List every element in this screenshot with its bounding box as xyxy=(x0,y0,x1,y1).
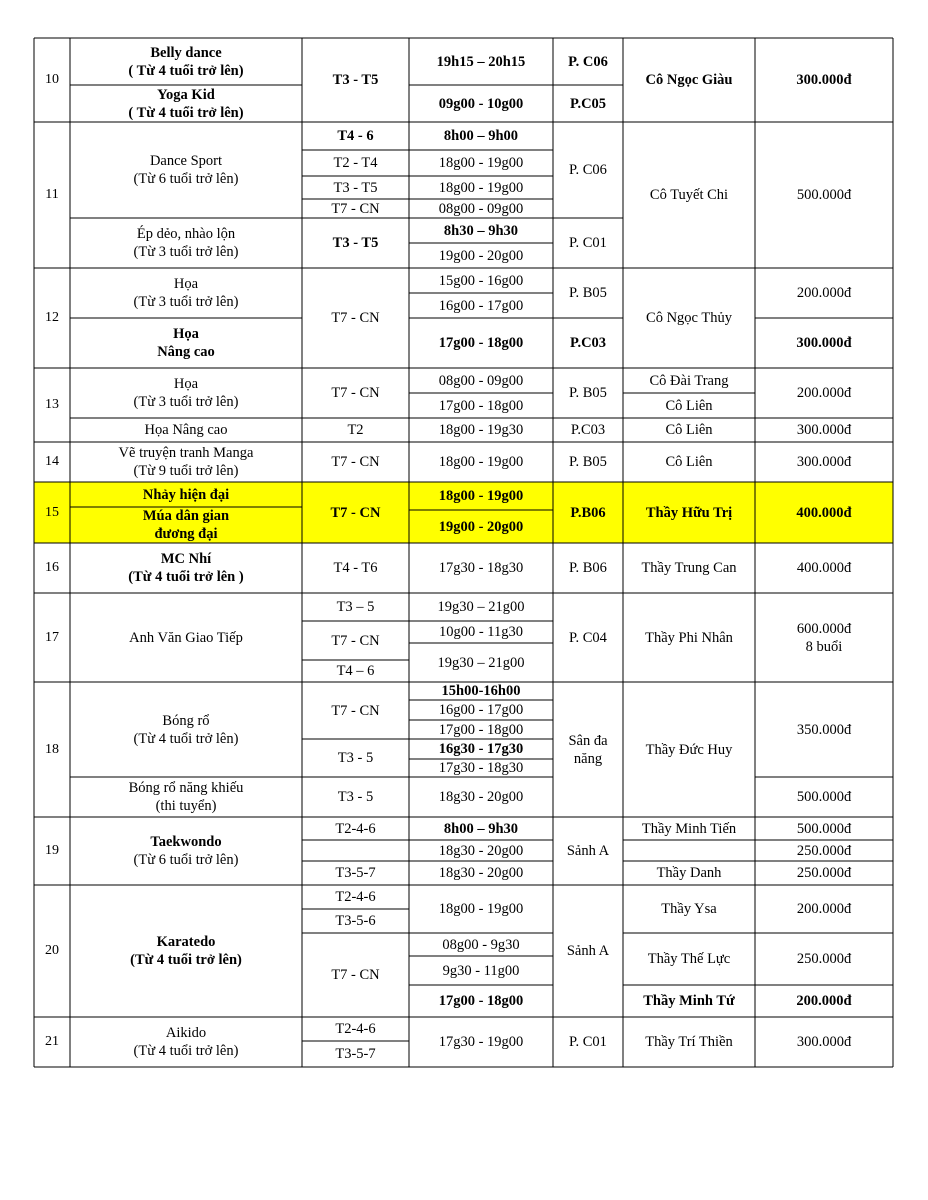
time-cell-line: 18g00 - 19g00 xyxy=(438,901,524,917)
class-name-line: (Từ 6 tuổi trở lên) xyxy=(133,852,239,868)
class-name-line: Aikido xyxy=(165,1025,207,1041)
teacher-cell-line: Thầy Đức Huy xyxy=(645,741,733,758)
class-name-line: Anh Văn Giao Tiếp xyxy=(129,629,243,646)
room-cell-line: P.C03 xyxy=(569,335,607,351)
teacher-cell-line: Cô Tuyết Chi xyxy=(649,187,729,203)
fee-cell-line: 200.000đ xyxy=(796,385,852,401)
time-cell-line: 19g30 – 21g00 xyxy=(437,654,525,671)
room-cell-line: P. C01 xyxy=(569,235,607,251)
days-cell-line: T2-4-6 xyxy=(335,820,376,837)
fee-cell-line: 600.000đ xyxy=(796,620,852,637)
teacher-cell-line: Thầy Ysa xyxy=(661,901,717,917)
teacher-cell-line: Thầy Minh Tiến xyxy=(641,820,737,837)
time-cell-line: 18g00 - 19g00 xyxy=(438,179,524,196)
time-cell-line: 15g00 - 16g00 xyxy=(438,272,524,289)
time-cell-line: 09g00 - 10g00 xyxy=(438,95,524,112)
days-cell-line: T7 - CN xyxy=(331,967,380,983)
teacher-cell-line: Cô Liên xyxy=(665,422,713,438)
time-cell-line: 17g30 - 19g00 xyxy=(438,1034,524,1050)
row-number-line: 20 xyxy=(45,943,59,958)
time-cell-line: 10g00 - 11g30 xyxy=(438,624,524,640)
time-cell-line: 08g00 - 09g00 xyxy=(438,372,524,389)
class-name-line: Karatedo xyxy=(156,934,216,950)
days-cell-line: T3 - T5 xyxy=(333,179,378,196)
fee-cell-line: 500.000đ xyxy=(796,820,852,837)
fee-cell-line: 500.000đ xyxy=(796,187,852,203)
room-cell-line: Sảnh A xyxy=(566,943,610,959)
days-cell-line: T4 – 6 xyxy=(336,663,375,679)
time-cell-line: 17g00 - 18g00 xyxy=(438,993,524,1009)
days-cell-line: T7 - CN xyxy=(331,310,380,326)
row-number-line: 16 xyxy=(45,560,59,575)
days-cell-line: T7 - CN xyxy=(331,702,380,719)
class-name-line: Bóng rổ xyxy=(162,712,210,729)
room-cell-line: năng xyxy=(573,750,603,767)
days-cell-line: T3 - 5 xyxy=(337,789,374,805)
class-name-line: Belly dance xyxy=(150,44,222,61)
days-cell-line: T7 - CN xyxy=(331,454,380,470)
time-cell-line: 16g30 - 17g30 xyxy=(438,741,524,757)
time-cell-line: 18g00 - 19g30 xyxy=(438,422,524,438)
fee-cell-line: 350.000đ xyxy=(796,721,852,738)
time-cell-line: 15h00-16h00 xyxy=(441,683,521,699)
fee-cell-line: 200.000đ xyxy=(796,993,852,1009)
class-name-line: Họa xyxy=(173,326,199,342)
row-number-line: 12 xyxy=(45,310,59,325)
class-name-line: Múa dân gian xyxy=(142,508,230,524)
time-cell-line: 18g00 - 19g00 xyxy=(438,454,524,470)
days-cell-line: T3 - T5 xyxy=(332,235,379,251)
class-name-line: Ép dẻo, nhào lộn xyxy=(136,226,236,242)
fee-cell-line: 200.000đ xyxy=(796,901,852,917)
row-number-line: 14 xyxy=(45,454,59,469)
room-cell-line: P. C06 xyxy=(569,162,607,178)
room-cell-line: P. C01 xyxy=(569,1034,607,1050)
class-name-line: Taekwondo xyxy=(150,834,222,850)
days-cell-line: T3 - 5 xyxy=(337,750,374,766)
time-cell-line: 17g30 - 18g30 xyxy=(438,760,524,776)
time-cell-line: 8h00 – 9h00 xyxy=(443,128,519,144)
row-number-line: 21 xyxy=(45,1034,59,1049)
time-cell-line: 18g00 - 19g00 xyxy=(438,488,524,504)
room-cell-line: P. C06 xyxy=(568,53,608,70)
row-number-line: 18 xyxy=(45,741,59,757)
fee-cell-line: 400.000đ xyxy=(796,504,852,521)
fee-cell-line: 500.000đ xyxy=(796,789,852,805)
class-name-line: Họa Nâng cao xyxy=(144,422,228,438)
room-cell-line: P.C05 xyxy=(569,95,607,112)
room-cell-line: P. B05 xyxy=(569,454,607,470)
days-cell-line: T2-4-6 xyxy=(335,1021,376,1037)
class-name-line: Họa xyxy=(173,276,199,292)
fee-cell-line: 300.000đ xyxy=(796,72,852,88)
time-cell-line: 08g00 - 9g30 xyxy=(442,936,520,953)
teacher-cell-line: Cô Đài Trang xyxy=(649,372,729,389)
class-name-line: Nâng cao xyxy=(157,344,215,360)
class-name-line: đương đại xyxy=(154,526,218,542)
room-cell-line: Sảnh A xyxy=(566,843,610,859)
class-name-line: (Từ 3 tuổi trở lên) xyxy=(133,294,239,310)
time-cell-line: 08g00 - 09g00 xyxy=(438,200,524,217)
time-cell-line: 16g00 - 17g00 xyxy=(438,297,524,314)
teacher-cell-line: Thầy Minh Tứ xyxy=(643,993,735,1009)
time-cell-line: 8h30 – 9h30 xyxy=(443,222,519,239)
teacher-cell-line: Thầy Thế Lực xyxy=(647,951,731,967)
fee-cell-line: 300.000đ xyxy=(796,335,852,351)
days-cell-line: T7 - CN xyxy=(330,504,381,521)
days-cell-line: T3 – 5 xyxy=(336,599,375,615)
time-cell-line: 8h00 – 9h30 xyxy=(443,820,519,837)
time-cell-line: 18g00 - 19g00 xyxy=(438,155,524,171)
time-cell-line: 17g00 - 18g00 xyxy=(438,397,524,414)
fee-cell-line: 250.000đ xyxy=(796,951,852,967)
fee-cell-line: 200.000đ xyxy=(796,285,852,301)
row-number-line: 13 xyxy=(45,397,59,412)
time-cell-line: 18g30 - 20g00 xyxy=(438,789,524,805)
fee-cell-line: 300.000đ xyxy=(796,454,852,470)
class-name-line: (Từ 4 tuổi trở lên ) xyxy=(128,569,244,585)
class-name-line: Nhảy hiện đại xyxy=(142,486,230,503)
row-number-line: 15 xyxy=(45,504,59,520)
time-cell-line: 19h15 – 20h15 xyxy=(436,53,526,70)
days-cell-line: T7 - CN xyxy=(331,385,380,401)
class-name-line: (Từ 4 tuổi trở lên) xyxy=(133,730,239,747)
days-cell-line: T3-5-7 xyxy=(335,865,376,881)
row-number-line: 11 xyxy=(45,187,59,202)
fee-cell-line: 250.000đ xyxy=(796,842,852,859)
time-cell-line: 17g00 - 18g00 xyxy=(438,721,524,738)
teacher-cell-line: Thầy Phi Nhân xyxy=(645,629,733,646)
time-cell-line: 16g00 - 17g00 xyxy=(438,702,524,718)
teacher-cell-line: Cô Liên xyxy=(665,397,713,414)
class-name-line: (thi tuyển) xyxy=(155,798,217,814)
fee-cell-line: 8 buổi xyxy=(805,638,843,655)
class-name-line: ( Từ 4 tuổi trở lên) xyxy=(128,62,244,79)
fee-cell-line: 300.000đ xyxy=(796,1034,852,1050)
teacher-cell-line: Thầy Hữu Trị xyxy=(645,504,733,521)
time-cell-line: 19g00 - 20g00 xyxy=(438,518,524,535)
class-name-line: (Từ 3 tuổi trở lên) xyxy=(133,394,239,410)
class-name-line: Vẽ truyện tranh Manga xyxy=(118,445,254,461)
days-cell-line: T3-5-6 xyxy=(335,913,376,929)
room-cell-line: P.C03 xyxy=(570,422,606,438)
class-name-line: MC Nhí xyxy=(160,551,212,567)
class-name-line: ( Từ 4 tuổi trở lên) xyxy=(128,104,244,121)
row-number-line: 17 xyxy=(45,629,59,645)
days-cell-line: T3 - T5 xyxy=(332,72,379,88)
days-cell-line: T2-4-6 xyxy=(335,889,376,905)
row-number-line: 10 xyxy=(45,72,59,87)
days-cell-line: T3-5-7 xyxy=(335,1046,376,1062)
room-cell-line: P. B06 xyxy=(569,560,607,576)
days-cell-line: T2 xyxy=(347,422,364,438)
teacher-cell-line: Cô Ngọc Giàu xyxy=(645,72,733,88)
class-name-line: Dance Sport xyxy=(149,153,223,169)
class-name-line: Bóng rổ năng khiếu xyxy=(128,780,244,796)
time-cell-line: 19g30 – 21g00 xyxy=(437,599,525,615)
class-name-line: Yoga Kid xyxy=(157,86,215,103)
class-name-line: Họa xyxy=(173,376,199,392)
time-cell-line: 17g30 - 18g30 xyxy=(438,560,524,576)
room-cell-line: P.B06 xyxy=(570,504,606,521)
room-cell-line: Sân đa xyxy=(568,732,608,749)
days-cell-line: T4 - 6 xyxy=(337,128,374,144)
teacher-cell-line: Thầy Danh xyxy=(656,865,722,881)
room-cell-line: P. B05 xyxy=(569,285,607,301)
teacher-cell-line: Thầy Trí Thiền xyxy=(645,1034,733,1050)
class-name-line: (Từ 3 tuổi trở lên) xyxy=(133,244,239,260)
time-cell-line: 17g00 - 18g00 xyxy=(438,335,524,351)
class-name-line: (Từ 4 tuổi trở lên) xyxy=(133,1043,239,1059)
time-cell-line: 9g30 - 11g00 xyxy=(442,962,520,979)
room-cell-line: P. C04 xyxy=(569,629,607,646)
days-cell-line: T2 - T4 xyxy=(333,155,378,171)
teacher-cell-line: Cô Liên xyxy=(665,454,713,470)
time-cell-line: 18g30 - 20g00 xyxy=(438,842,524,859)
class-name-line: (Từ 6 tuổi trở lên) xyxy=(133,171,239,187)
class-name-line: (Từ 9 tuổi trở lên) xyxy=(133,463,239,479)
teacher-cell-line: Thầy Trung Can xyxy=(641,560,737,576)
days-cell-line: T4 - T6 xyxy=(333,560,378,576)
row-number-line: 19 xyxy=(45,843,59,858)
time-cell-line: 18g30 - 20g00 xyxy=(438,865,524,881)
class-name-line: (Từ 4 tuổi trở lên) xyxy=(130,952,242,968)
fee-cell-line: 250.000đ xyxy=(796,865,852,881)
time-cell-line: 19g00 - 20g00 xyxy=(438,247,524,264)
teacher-cell-line: Cô Ngọc Thủy xyxy=(646,310,732,326)
fee-cell-line: 400.000đ xyxy=(796,560,852,576)
fee-cell-line: 300.000đ xyxy=(796,422,852,438)
days-cell-line: T7 - CN xyxy=(331,200,380,217)
room-cell-line: P. B05 xyxy=(569,385,607,401)
days-cell-line: T7 - CN xyxy=(331,632,380,649)
